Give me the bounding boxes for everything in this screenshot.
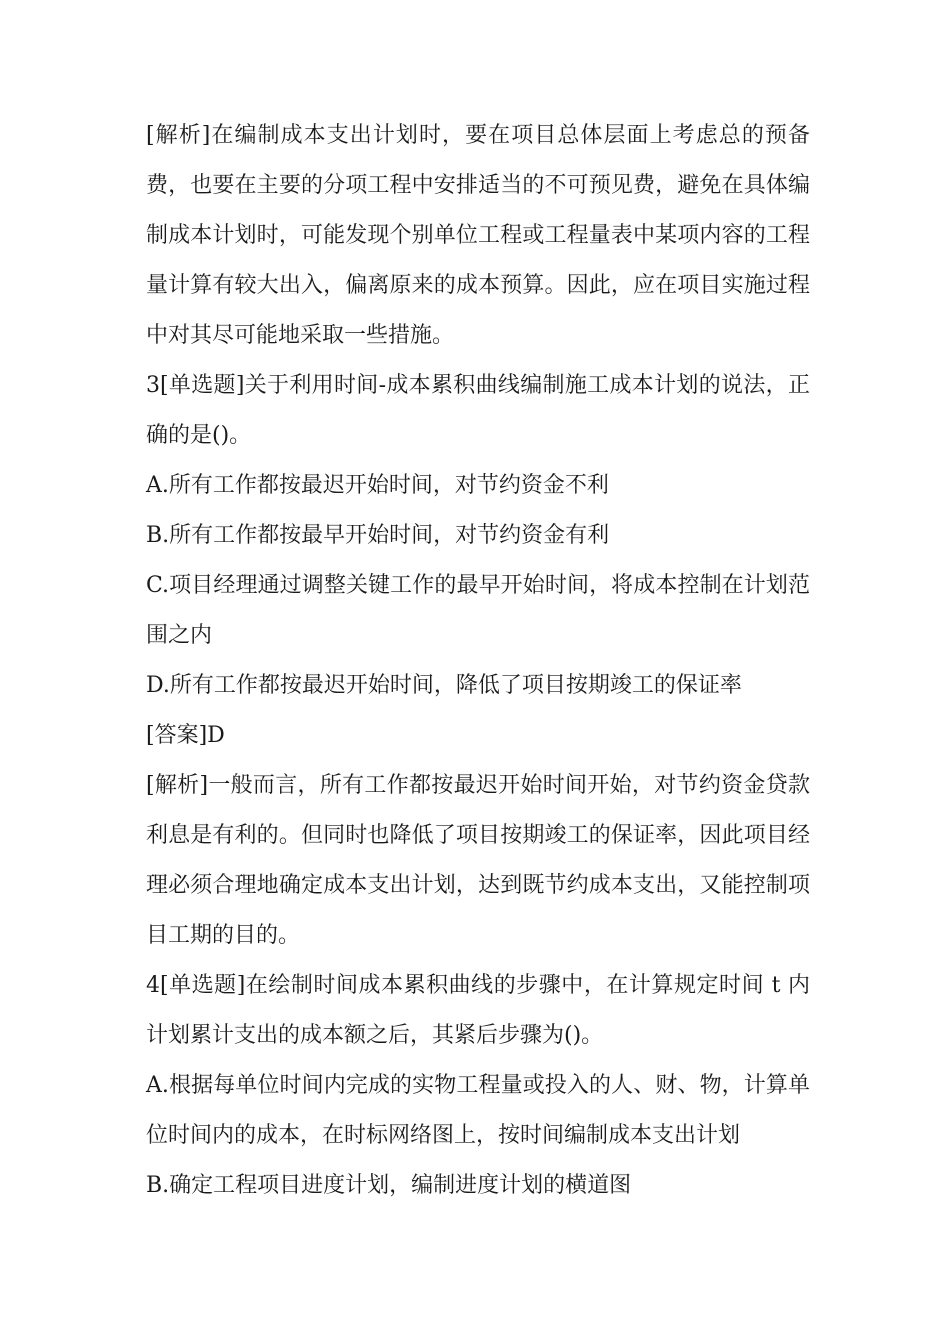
question-4-option-b: B.确定工程项目进度计划，编制进度计划的横道图 — [146, 1173, 632, 1198]
question-4-option-a: A.根据每单位时间内完成的实物工程量或投入的人、财、物，计算单位时间内的成本，在时标网络图上，按时间编制成本支出计划 — [146, 1073, 810, 1148]
question-4-stem: 4[单选题]在绘制时间成本累积曲线的步骤中，在计算规定时间 t 内计划累计支出的成本额之后，其紧后步骤为()。 — [146, 973, 810, 1048]
question-3-answer: [答案]D — [146, 723, 225, 748]
question-3-option-c: C.项目经理通过调整关键工作的最早开始时间，将成本控制在计划范围之内 — [146, 573, 810, 648]
question-3-analysis: [解析]一般而言，所有工作都按最迟开始时间开始，对节约资金贷款利息是有利的。但同时也降低了项目按期竣工的保证率，因此项目经理必须合理地确定成本支出计划，达到既节约成本支出，又能控制项目工期的目的。 — [146, 773, 810, 948]
question-3-option-b: B.所有工作都按最早开始时间，对节约资金有利 — [146, 523, 610, 548]
question-3-option-d: D.所有工作都按最迟开始时间，降低了项目按期竣工的保证率 — [146, 673, 742, 698]
question-3-option-a: A.所有工作都按最迟开始时间，对节约资金不利 — [146, 473, 609, 498]
document-body — [146, 111, 810, 1211]
analysis-paragraph-q2: [解析]在编制成本支出计划时，要在项目总体层面上考虑总的预备费，也要在主要的分项工程中安排适当的不可预见费，避免在具体编制成本计划时，可能发现个别单位工程或工程量表中某项内容的工程量计算有较大出入，偏离原来的成本预算。因此，应在项目实施过程中对其尽可能地采取一些措施。 — [146, 123, 810, 348]
question-3-stem: 3[单选题]关于利用时间-成本累积曲线编制施工成本计划的说法，正确的是()。 — [146, 373, 810, 448]
